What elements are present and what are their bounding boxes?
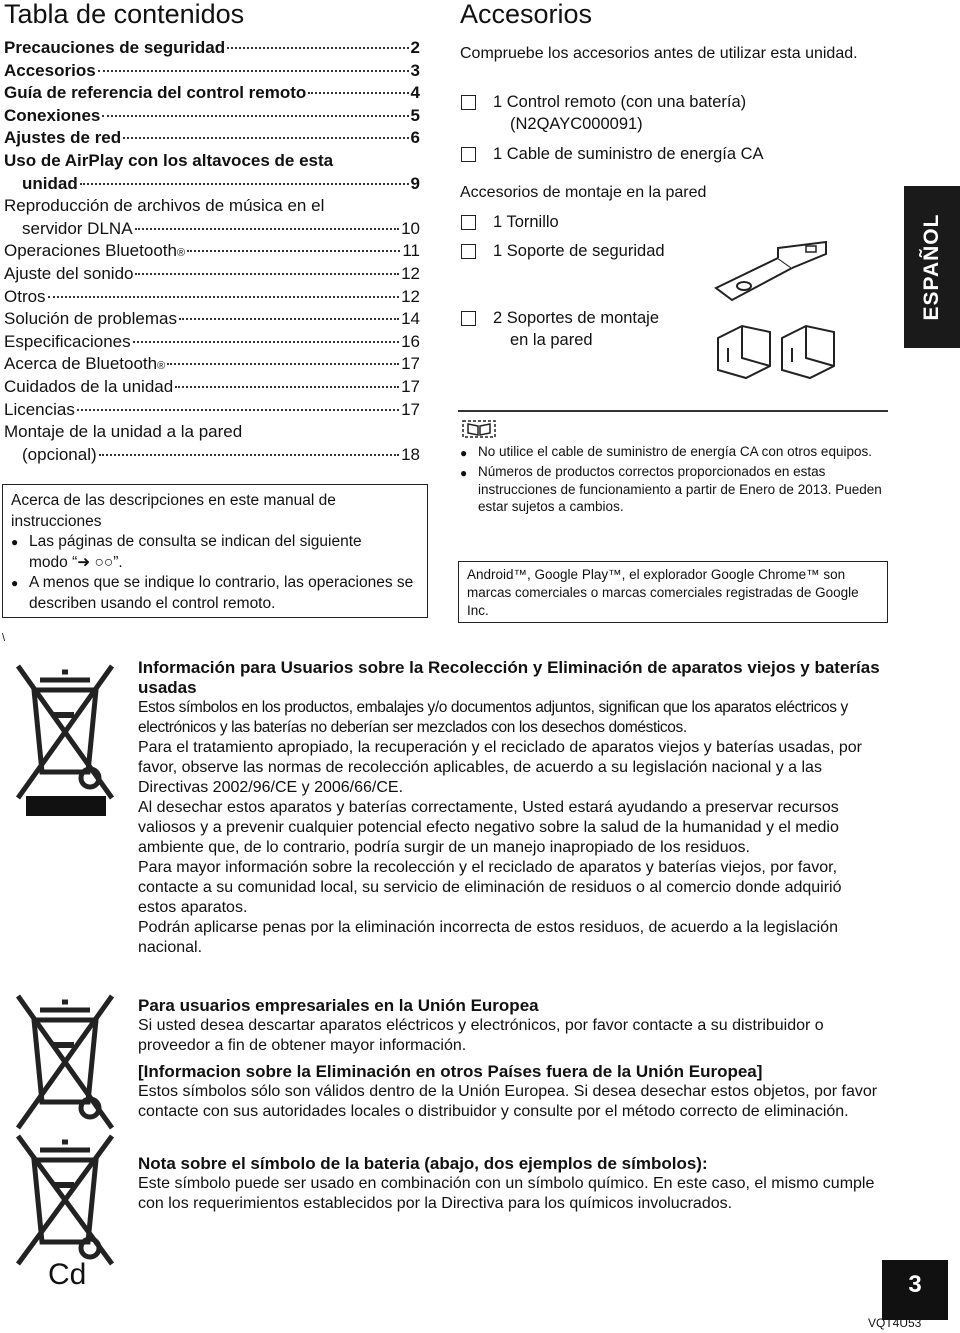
toc-entry-page: 3 bbox=[410, 60, 420, 80]
toc-entry bbox=[4, 128, 420, 151]
accessory-note: Números de productos correctos proporcionados en estas instrucciones de funcionamiento a partir de Enero de 2013. Pueden estar sujetos a cambios. bbox=[478, 464, 882, 514]
language-tab bbox=[904, 186, 960, 348]
toc-entry-page: 4 bbox=[410, 83, 420, 103]
toc-entry-title: Accesorios bbox=[4, 60, 96, 80]
toc-entry bbox=[4, 151, 420, 174]
toc-entry-page: 10 bbox=[401, 218, 420, 238]
disposal-heading: Nota sobre el símbolo de la bateria (abajo, dos ejemplos de símbolos): bbox=[138, 1154, 708, 1173]
toc-entry-title: Reproducción de archivos de música en el bbox=[4, 196, 325, 216]
toc-dot-leader bbox=[77, 408, 399, 411]
toc-entry bbox=[4, 377, 420, 400]
toc-entry-page: 12 bbox=[401, 286, 420, 306]
toc-entry-title: Conexiones bbox=[4, 105, 101, 125]
toc-entry bbox=[4, 264, 420, 287]
toc-entry bbox=[4, 196, 420, 219]
bullet-icon: ● bbox=[460, 466, 468, 480]
disposal-section-4 bbox=[138, 1154, 883, 1214]
toc-entry-title: Precauciones de seguridad bbox=[4, 38, 226, 57]
manual-note-heading: Acerca de las descripciones en este manual de instrucciones bbox=[11, 492, 336, 530]
checkbox-icon bbox=[461, 244, 476, 259]
toc-entry-page: 18 bbox=[401, 444, 420, 464]
toc-entry-title: Especificaciones bbox=[4, 331, 131, 351]
registered-mark: ® bbox=[157, 360, 166, 373]
toc-entry-page: 17 bbox=[401, 376, 420, 396]
trademark-box: Android™, Google Play™, el explorador Google Chrome™ son marcas comerciales o marcas comerciales registradas de Google Inc. bbox=[458, 561, 888, 623]
toc-dot-leader bbox=[167, 362, 399, 365]
disposal-section-3 bbox=[138, 1062, 883, 1122]
disposal-heading: Información para Usuarios sobre la Recolección y Eliminación de aparatos viejos y baterías usadas bbox=[138, 658, 880, 697]
toc-entry bbox=[4, 309, 420, 332]
toc-entry-title: Cuidados de la unidad bbox=[4, 376, 174, 396]
page-number: 3 bbox=[882, 1260, 948, 1320]
manual-note-bullet-1b: modo “➜ ○○”. bbox=[29, 553, 123, 571]
toc-dot-leader bbox=[133, 340, 399, 343]
toc-entry-page: 14 bbox=[401, 309, 420, 329]
toc-dot-leader bbox=[179, 317, 399, 320]
wall-item-label: 2 Soportes de montaje bbox=[493, 309, 660, 327]
toc-entry bbox=[4, 332, 420, 355]
toc-dot-leader bbox=[175, 385, 399, 388]
toc-entry bbox=[4, 354, 420, 377]
wall-item-label-cont: en la pared bbox=[510, 331, 593, 349]
toc-dot-leader bbox=[227, 46, 408, 49]
manual-note-bullet-2: A menos que se indique lo contrario, las operaciones se describen usando el control remoto. bbox=[29, 574, 414, 612]
toc-entry bbox=[4, 83, 420, 106]
toc-entry-page: 12 bbox=[401, 263, 420, 283]
toc-entry-title: Otros bbox=[4, 286, 46, 306]
toc-dot-leader bbox=[123, 136, 408, 139]
toc-dot-leader bbox=[187, 249, 400, 252]
disposal-paragraph: Para el tratamiento apropiado, la recuperación y el reciclado de aparatos viejos y baterías usadas, por favor, observe las normas de recolección aplicables, de acuerdo a su legislación nacional y a las Directivas 2002/96/CE y 2006/66/CE. bbox=[138, 739, 862, 796]
disposal-paragraph: Este símbolo puede ser usado en combinación con un símbolo químico. En este caso, el mismo cumple con los requerimientos establecidos por la Directiva para los químicos involucrados. bbox=[138, 1175, 875, 1212]
toc-entry-page: 17 bbox=[401, 399, 420, 419]
manual-note-bullet bbox=[11, 573, 419, 614]
toc-entry-page: 17 bbox=[401, 354, 420, 374]
toc-entry-page: 9 bbox=[410, 173, 420, 193]
disposal-paragraph: Si usted desea descartar aparatos eléctricos y electrónicos, por favor contacte a su distribuidor o proveedor a fin de obtener mayor información. bbox=[138, 1017, 824, 1054]
toc-entry-title: (opcional) bbox=[22, 444, 97, 464]
toc-entry bbox=[4, 422, 420, 445]
toc-entry-title: Guía de referencia del control remoto bbox=[4, 83, 307, 103]
chemical-symbol-label: Cd bbox=[48, 1258, 87, 1291]
toc-entry-title: Acerca de Bluetooth bbox=[4, 354, 158, 374]
language-tab-label: ESPAÑOL bbox=[920, 213, 943, 321]
toc-entry bbox=[4, 61, 420, 84]
accessory-item bbox=[493, 91, 746, 135]
accessory-note: No utilice el cable de suministro de energía CA con otros equipos. bbox=[478, 444, 872, 459]
toc-dot-leader bbox=[98, 69, 409, 72]
wall-mount-heading: Accesorios de montaje en la pared bbox=[460, 184, 707, 201]
wall-item bbox=[493, 307, 659, 351]
toc-entry-title: Operaciones Bluetooth bbox=[4, 241, 177, 261]
toc-entry bbox=[4, 287, 420, 310]
toc-entry-page: 11 bbox=[402, 241, 420, 261]
disposal-heading: [Informacion sobre la Eliminación en otros Países fuera de la Unión Europea] bbox=[138, 1062, 763, 1081]
accessory-notes bbox=[460, 443, 890, 516]
checkbox-icon bbox=[461, 95, 476, 110]
weee-bin-icon bbox=[10, 650, 120, 850]
toc-entry bbox=[4, 106, 420, 129]
toc-dot-leader bbox=[102, 114, 408, 117]
accessories-intro: Compruebe los accesorios antes de utilizar esta unidad. bbox=[460, 45, 858, 62]
toc-entry-title: Uso de AirPlay con los altavoces de esta bbox=[4, 150, 334, 170]
toc-list bbox=[4, 38, 420, 467]
toc-entry-title: Licencias bbox=[4, 399, 75, 419]
toc-dot-leader bbox=[99, 453, 399, 456]
disposal-paragraph: Al desechar estos aparatos y baterías correctamente, Usted estará ayudando a preservar recursos valiosos y a prevenir cualquier potencial efecto negativo sobre la salud de la humanidad y el medio ambiente que, de lo contrario, podría surgir de un manejo inapropiado de los residuos. bbox=[138, 799, 839, 856]
disposal-heading: Para usuarios empresariales en la Unión Europea bbox=[138, 996, 539, 1015]
toc-entry-title: Ajustes de red bbox=[4, 128, 122, 148]
disposal-paragraph: Para mayor información sobre la recolección y el reciclado de aparatos y baterías viejos, por favor, contacte a su comunidad local, su servicio de eliminación de residuos o al comercio donde adquirió estos aparatos. bbox=[138, 859, 842, 916]
weee-bin-icon bbox=[10, 990, 120, 1140]
disposal-section-2 bbox=[138, 996, 883, 1056]
toc-entry bbox=[4, 38, 420, 61]
accessories-title: Accesorios bbox=[460, 0, 593, 29]
stray-mark: \ bbox=[2, 632, 6, 644]
toc-entry bbox=[4, 174, 420, 197]
wall-item-label: 1 Tornillo bbox=[493, 213, 559, 231]
checkbox-icon bbox=[461, 147, 476, 162]
bullet-icon: ● bbox=[11, 576, 19, 590]
toc-entry bbox=[4, 241, 420, 264]
toc-entry-page: 5 bbox=[410, 105, 420, 125]
toc-entry-page: 6 bbox=[410, 128, 420, 148]
toc-entry-title: servidor DLNA bbox=[22, 218, 133, 238]
document-code: VQT4U53 bbox=[868, 1316, 922, 1330]
disposal-paragraph: Estos símbolos sólo son válidos dentro de la Unión Europea. Si desea desechar estos objetos, por favor contacte con sus autoridades locales o distribuidor y consulte por el método correcto de eliminación. bbox=[138, 1083, 878, 1120]
manual-note-bullet-1a: Las páginas de consulta se indican del siguiente bbox=[29, 533, 362, 550]
toc-dot-leader bbox=[80, 182, 409, 185]
bullet-icon: ● bbox=[460, 446, 468, 460]
bullet-icon: ● bbox=[11, 535, 19, 549]
toc-entry bbox=[4, 400, 420, 423]
toc-entry bbox=[4, 445, 420, 468]
accessory-item-label: 1 Cable de suministro de energía CA bbox=[493, 145, 764, 163]
wall-bracket-image bbox=[712, 318, 842, 384]
accessory-item-code: (N2QAYC000091) bbox=[510, 115, 643, 133]
battery-weee-bin-icon bbox=[10, 1130, 120, 1270]
registered-mark: ® bbox=[176, 247, 186, 260]
toc-entry bbox=[4, 219, 420, 242]
toc-dot-leader bbox=[48, 295, 400, 298]
toc-dot-leader bbox=[308, 91, 408, 94]
toc-entry-title: Montaje de la unidad a la pared bbox=[4, 422, 243, 442]
toc-entry-page: 16 bbox=[401, 331, 420, 351]
section-divider bbox=[458, 410, 888, 412]
toc-entry-title: Ajuste del sonido bbox=[4, 263, 134, 283]
toc-entry-page: 2 bbox=[410, 38, 420, 57]
manual-note-box bbox=[2, 484, 428, 618]
book-note-icon bbox=[462, 420, 496, 438]
toc-dot-leader bbox=[135, 227, 400, 230]
toc-entry-title: unidad bbox=[22, 173, 78, 193]
accessory-item-label: 1 Control remoto (con una batería) bbox=[493, 93, 747, 111]
toc-title: Tabla de contenidos bbox=[4, 0, 245, 29]
manual-note-bullet bbox=[11, 532, 419, 573]
safety-bracket-image bbox=[708, 240, 838, 310]
disposal-paragraph: Podrán aplicarse penas por la eliminación incorrecta de estos residuos, de acuerdo a la legislación nacional. bbox=[138, 919, 838, 956]
disposal-section-1 bbox=[138, 658, 883, 958]
toc-entry-title: Solución de problemas bbox=[4, 309, 177, 329]
wall-item-label: 1 Soporte de seguridad bbox=[493, 242, 665, 260]
toc-dot-leader bbox=[135, 272, 399, 275]
checkbox-icon bbox=[461, 215, 476, 230]
checkbox-icon bbox=[461, 311, 476, 326]
disposal-paragraph: Estos símbolos en los productos, embalajes y/o documentos adjuntos, significan que los aparatos eléctricos y electrónicos y las baterías no deberían ser mezclados con los desechos domésticos. bbox=[138, 699, 848, 736]
